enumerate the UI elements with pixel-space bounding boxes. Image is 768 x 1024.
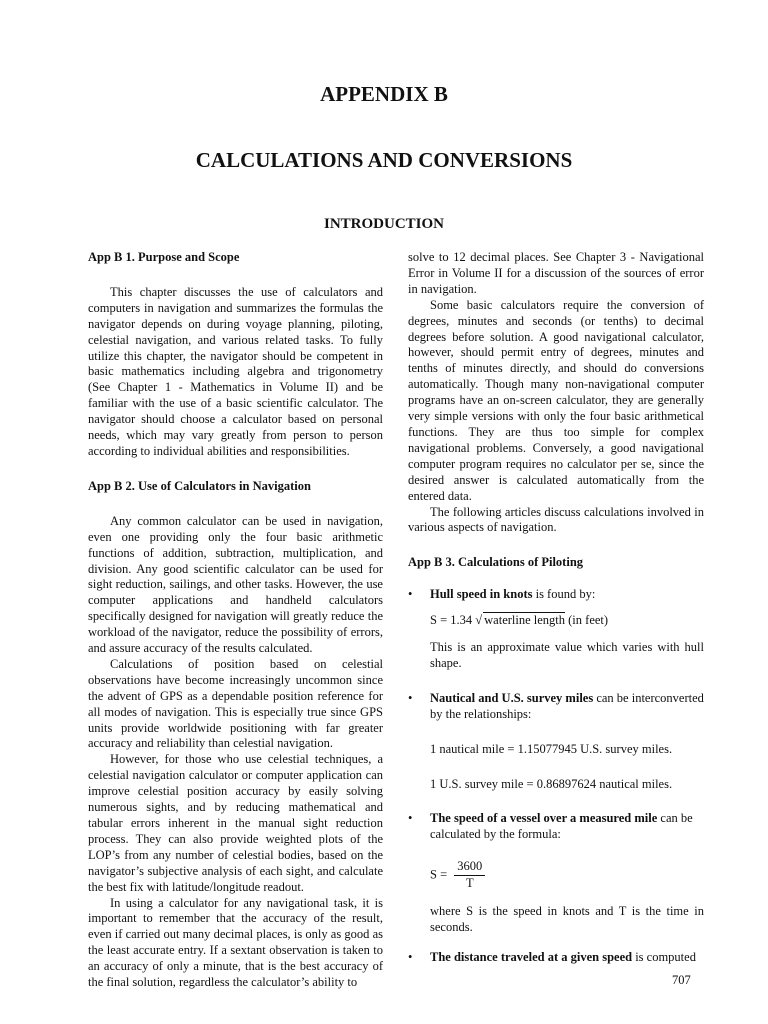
heading-app-b3: App B 3. Calculations of Piloting xyxy=(408,555,584,570)
list-item-miles xyxy=(408,691,704,723)
miles-text: can be interconverted by the relationships: xyxy=(430,690,704,721)
list-item-distance xyxy=(408,950,704,966)
page-number: 707 xyxy=(672,973,691,987)
right-column xyxy=(408,250,704,966)
paragraph-celestial-decline: Calculations of position based on celestial observations have become increasingly uncommon since the advent of GPS as a dependable position reference for all modes of navigation. This is especially true since GPS units provide worldwide positioning with far greater accuracy and reliability than celestial navigation. xyxy=(88,656,383,751)
paragraph-following: The following articles discuss calculations involved in various aspects of navigation. xyxy=(408,504,704,535)
survey-to-nautical: 1 U.S. survey mile = 0.86897624 nautical miles. xyxy=(430,776,673,791)
paragraph-accuracy: In using a calculator for any navigational task, it is important to remember that the accuracy of the result, even if carried out many decimal places, is only as good as the least accurate entry. If a sextant observation is taken to an accuracy of only a minute, that is the best accuracy of the final solution, regardless the calculator’s ability to xyxy=(88,895,383,990)
hull-speed-lhs: S = 1.34 xyxy=(430,613,473,628)
measured-mile-term: The speed of a vessel over a measured mile xyxy=(430,811,658,826)
heading-app-b2: App B 2. Use of Calculators in Navigation xyxy=(88,478,311,493)
paragraph-conversions: Some basic calculators require the conversion of degrees, minutes and seconds (or tenths) to decimal degrees before solution. A good navigational calculator, however, should permit entry of degrees, minutes and tenths of minutes directly, and should do conversions automatically. Though many non-navigational computer programs have an on-screen calculator, they are generally very simple versions with only the four basic arithmetical functions. They are thus too simple for complex navigational problems. Conversely, a good navigational computer program requires no calculator per se, since the desired answer is calculated automatically from the entered data. xyxy=(408,297,704,503)
bullet-icon: • xyxy=(408,690,413,705)
miles-term: Nautical and U.S. survey miles xyxy=(430,690,594,705)
measured-mile-text: can be calculated by the formula: xyxy=(430,811,693,842)
radical-icon: √ xyxy=(475,613,483,628)
bullet-icon: • xyxy=(408,587,413,602)
list-item-measured-mile xyxy=(408,811,704,843)
measured-mile-lhs: S = xyxy=(430,867,448,882)
hull-speed-term: Hull speed in knots xyxy=(430,587,533,602)
section-heading: INTRODUCTION xyxy=(323,216,444,232)
left-column xyxy=(88,250,383,991)
paragraph-celestial-calculator: However, for those who use celestial techniques, a celestial navigation calculator or computer application can improve celestial position accuracy by easily solving numerous sights, and by reducing mathematical and tabular errors inherent in the manual sight reduction process. They can also provide weighted plots of the LOP’s from any number of celestial bodies, based on the navigator’s subjective analysis of each sight, and calculate the best fix with latitude/longitude readout. xyxy=(88,752,383,894)
paragraph-decimal-places: solve to 12 decimal places. See Chapter 3 - Navigational Error in Volume II for a discussion of the sources of error in navigation. xyxy=(408,250,704,296)
measured-mile-note: where S is the speed in knots and T is the time in seconds. xyxy=(430,904,704,934)
page-title: CALCULATIONS AND CONVERSIONS xyxy=(195,148,573,172)
list-item-hull-speed xyxy=(408,587,704,603)
heading-app-b1: App B 1. Purpose and Scope xyxy=(88,250,240,264)
nautical-to-survey: 1 nautical mile = 1.15077945 U.S. survey miles. xyxy=(430,741,673,756)
appendix-heading: APPENDIX B xyxy=(320,82,448,106)
fraction-numerator: 3600 xyxy=(454,859,485,876)
measured-mile-formula xyxy=(430,859,704,892)
hull-speed-note: This is an approximate value which varies with hull shape. xyxy=(430,640,704,670)
bullet-icon: • xyxy=(408,949,413,964)
hull-speed-formula xyxy=(430,612,704,629)
measured-mile-fraction xyxy=(454,859,485,892)
fraction-denominator: T xyxy=(465,876,474,891)
paragraph-purpose: This chapter discusses the use of calculators and computers in navigation and summarizes the formulas the navigator depends on during voyage planning, piloting, celestial navigation, and various related tasks. To fully utilize this chapter, the navigator should be competent in basic mathematics including algebra and trigonometry (See Chapter 1 - Mathematics in Volume II) and be familiar with the use of a basic scientific calculator. The navigator should choose a calculator based on personal needs, which may vary greatly from person to person according to individual abilities and responsibilities. xyxy=(88,284,383,458)
distance-term: The distance traveled at a given speed xyxy=(430,949,633,964)
distance-text: is computed xyxy=(632,949,696,964)
hull-speed-text: is found by: xyxy=(532,587,596,602)
hull-speed-unit: (in feet) xyxy=(565,613,609,628)
hull-speed-radicand: waterline length xyxy=(484,613,566,628)
paragraph-calculators: Any common calculator can be used in navigation, even one providing only the four basic arithmetic functions of addition, subtraction, multiplication, and division. Any good scientific calculator can be used for sight reduction, sailings, and other tasks. However, the use computer applications and handheld calculators specifically designed for navigation will greatly reduce the workload of the navigator, reduce the possibility of errors, and assure accuracy of the results calculated. xyxy=(88,513,383,656)
bullet-icon: • xyxy=(408,811,413,826)
